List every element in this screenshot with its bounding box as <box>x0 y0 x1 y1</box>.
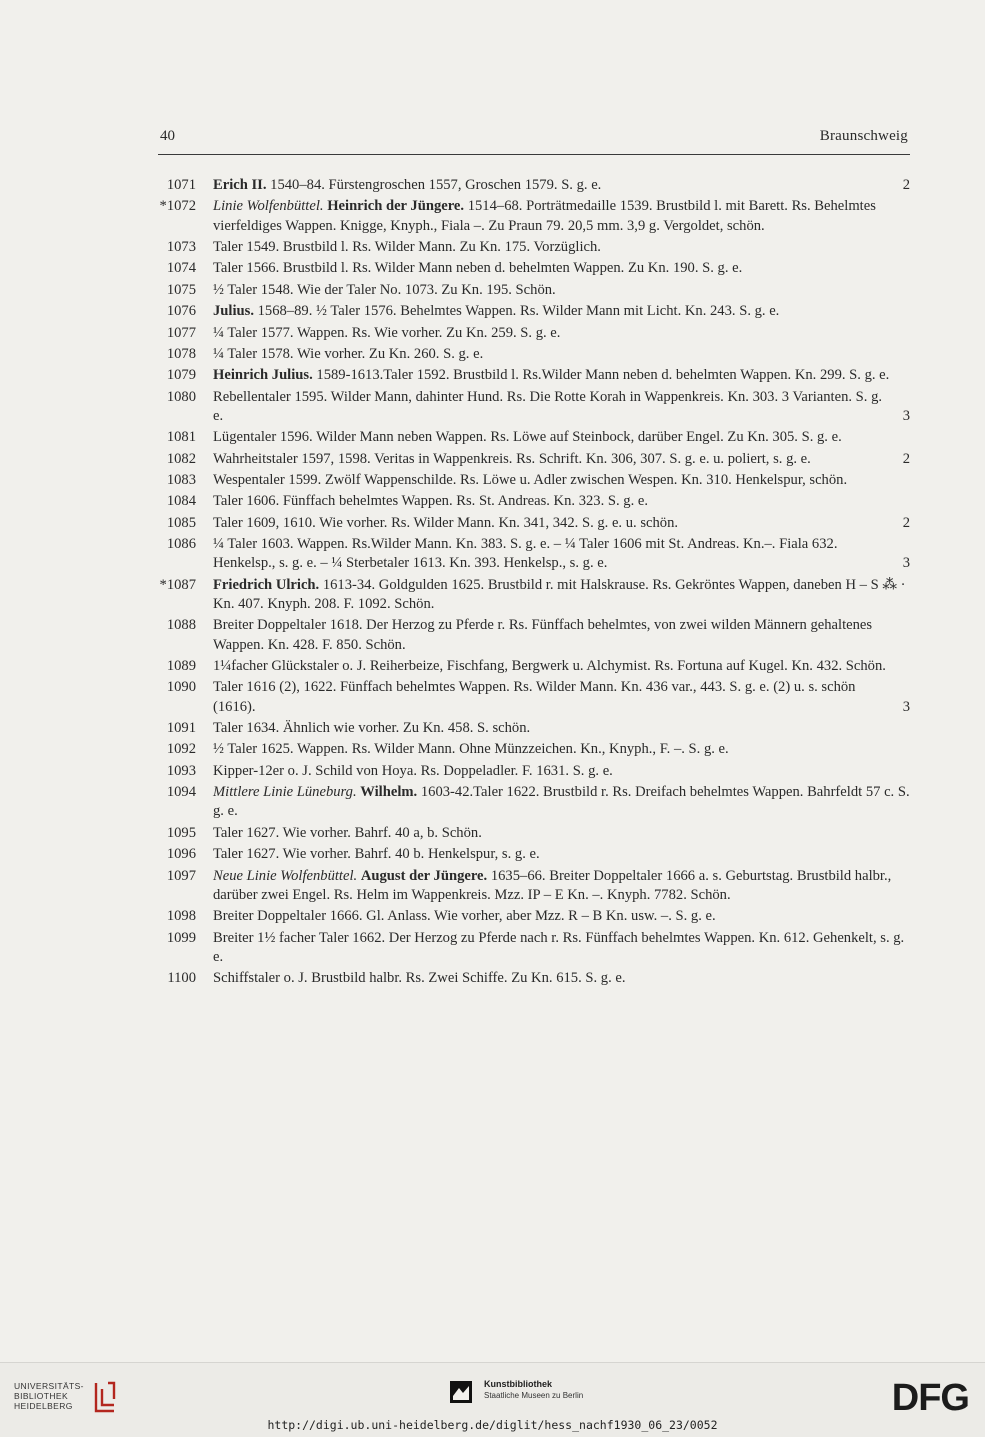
entry-number: 1076 <box>166 303 196 320</box>
catalog-entry <box>158 492 910 511</box>
entry-description <box>213 867 910 905</box>
ruler-name: Wilhelm. <box>360 784 418 801</box>
catalog-entry <box>158 345 910 364</box>
ruler-name: Heinrich der Jüngere. <box>327 198 465 215</box>
catalog-entry <box>158 281 910 300</box>
entry-text: ½ Taler 1548. Wie der Taler No. 1073. Zu Kn. 195. Schön. <box>213 281 556 298</box>
catalog-entry <box>158 535 910 573</box>
entry-number: 1090 <box>166 679 196 696</box>
ruler-name: Erich II. <box>213 177 267 193</box>
ruler-name: August der Jüngere. <box>360 867 488 884</box>
catalog-entry <box>158 907 910 926</box>
catalog-entry <box>158 450 910 469</box>
entry-description <box>213 929 910 967</box>
entry-description <box>213 969 910 988</box>
footer-bar <box>0 1362 985 1437</box>
catalog-entry <box>158 366 910 385</box>
entry-number: 1094 <box>166 784 196 801</box>
entry-description <box>213 657 910 676</box>
entry-text: Breiter 1½ facher Taler 1662. Der Herzog zu Pferde nach r. Rs. Fünffach behelmtes Wappen. Kn. 612. Gehenkelt, s. g. e. <box>213 929 905 965</box>
entry-description <box>213 740 910 759</box>
entry-description <box>213 388 910 426</box>
entry-text: 1568–89. ½ Taler 1576. Behelmtes Wappen. Rs. Wilder Mann mit Licht. Kn. 243. S. g. e. <box>253 303 780 320</box>
entry-description <box>213 719 910 738</box>
catalog-entry <box>158 969 910 988</box>
entry-text: 1635–66. Breiter Doppeltaler 1666 a. s. Geburtstag. Brustbild halbr., darüber zwei Engel. Rs. Helm im Wappenkreis. Mzz. IP – E Kn. –. Knyph. 7782. Schön. <box>213 867 892 903</box>
entry-number: 1082 <box>166 450 196 467</box>
entry-text: Breiter Doppeltaler 1666. Gl. Anlass. Wie vorher, aber Mzz. R – B Kn. usw. –. S. g. e. <box>213 908 716 925</box>
entry-description <box>213 783 910 821</box>
catalog-entry <box>158 471 910 490</box>
page-header <box>160 128 908 152</box>
entry-text: Rebellentaler 1595. Wilder Mann, dahinter Hund. Rs. Die Rotte Korah in Wappenkreis. Kn. 303. 3 Varianten. S. g. e. <box>213 388 883 424</box>
entry-text: 1540–84. Fürstengroschen 1557, Groschen 1579. S. g. e. <box>266 177 602 193</box>
entry-text: 1613-34. Goldgulden 1625. Brustbild r. mit Halskrause. Rs. Gekröntes Wappen, daneben H – S ⁂ · Kn. 407. Knyph. 208. F. 1092. Schön. <box>213 576 906 613</box>
entry-description <box>213 907 910 926</box>
kb-sub: Staatliche Museen zu Berlin <box>484 1391 584 1400</box>
entry-number: 1081 <box>166 429 196 446</box>
catalog-entry <box>158 762 910 781</box>
entry-number: 1078 <box>166 345 196 362</box>
entry-description <box>213 176 910 195</box>
catalog-entry <box>158 428 910 447</box>
entry-number: 1074 <box>166 260 196 277</box>
entry-description <box>213 678 910 716</box>
entry-description <box>213 450 910 469</box>
entry-text: 1514–68. Porträtmedaille 1539. Brustbild l. mit Barett. Rs. Behelmtes vierfeldiges Wappen. Knigge, Knyph., Fiala –. Zu Praun 79. 20,5 mm. 3,9 g. Vergoldet, schön. <box>213 198 876 234</box>
entry-description <box>213 576 910 614</box>
entry-number: *1072 <box>159 198 196 215</box>
entry-number: 1085 <box>166 514 196 531</box>
entry-text: Wespentaler 1599. Zwölf Wappenschilde. Rs. Löwe u. Adler zwischen Wespen. Kn. 310. Henkelspur, schön. <box>213 472 848 489</box>
entry-text: ½ Taler 1625. Wappen. Rs. Wilder Mann. Ohne Münzzeichen. Kn., Knyph., F. –. S. g. e. <box>213 741 729 758</box>
catalog-entry <box>158 514 910 533</box>
catalog-entry <box>158 845 910 864</box>
entry-number: 1075 <box>166 281 196 298</box>
running-title: Braunschweig <box>819 128 908 144</box>
ub-mark-icon <box>92 1379 118 1415</box>
entry-text: 1¼facher Glückstaler o. J. Reiherbeize, Fischfang, Bergwerk u. Alchymist. Rs. Fortuna auf Kugel. Kn. 432. Schön. <box>213 658 886 675</box>
catalog-entry <box>158 740 910 759</box>
entry-number: 1084 <box>166 493 196 510</box>
header-rule <box>158 154 910 155</box>
entry-number: 1077 <box>166 324 196 341</box>
entry-description <box>213 324 910 343</box>
entry-price-mark: 2 <box>902 177 910 193</box>
catalog-entry <box>158 824 910 843</box>
ub-line-1: UNIVERSITÄTS- <box>14 1381 84 1391</box>
entry-number: 1095 <box>166 824 196 841</box>
catalog-entry <box>158 616 910 654</box>
entry-number: 1086 <box>166 536 196 553</box>
ruler-name: Heinrich Julius. <box>213 367 313 384</box>
entry-number: 1099 <box>166 929 196 946</box>
catalog-entry <box>158 388 910 426</box>
entry-text: 1603-42.Taler 1622. Brustbild r. Rs. Dreifach behelmtes Wappen. Bahrfeldt 57 c. S. g. e. <box>213 784 910 820</box>
catalog-entry <box>158 576 910 614</box>
catalog-entry <box>158 324 910 343</box>
entry-description <box>213 259 910 278</box>
entry-price-mark: 3 <box>902 555 910 572</box>
entry-number: 1080 <box>166 388 196 405</box>
catalog-entry <box>158 176 910 195</box>
catalog-entry <box>158 197 910 235</box>
kb-name: Kunstbibliothek <box>484 1379 552 1389</box>
line-name: Linie Wolfenbüttel. <box>213 198 324 215</box>
ruler-name: Julius. <box>213 303 254 320</box>
catalog-entry <box>158 783 910 821</box>
entry-number: 1100 <box>167 970 196 987</box>
entry-text: Lügentaler 1596. Wilder Mann neben Wappen. Rs. Löwe auf Steinbock, darüber Engel. Zu Kn. 305. S. g. e. <box>213 429 842 446</box>
entry-description <box>213 514 910 533</box>
entry-text: Wahrheitstaler 1597, 1598. Veritas in Wappenkreis. Rs. Schrift. Kn. 306, 307. S. g. e. u. poliert, s. g. e. <box>213 450 811 467</box>
entry-text: 1589-1613.Taler 1592. Brustbild l. Rs.Wilder Mann neben d. behelmten Wappen. Kn. 299. S. g. e. <box>312 367 890 384</box>
dfg-logo[interactable]: DFG <box>891 1377 969 1419</box>
entry-description <box>213 762 910 781</box>
entry-text: ¼ Taler 1577. Wappen. Rs. Wie vorher. Zu Kn. 259. S. g. e. <box>213 324 561 341</box>
entry-number: 1073 <box>166 238 196 255</box>
entry-text: Taler 1609, 1610. Wie vorher. Rs. Wilder Mann. Kn. 341, 342. S. g. e. u. schön. <box>213 514 679 531</box>
entry-number: 1091 <box>166 720 196 737</box>
ub-heidelberg-logo[interactable] <box>14 1381 124 1415</box>
catalog-entry <box>158 867 910 905</box>
entry-number: *1087 <box>159 576 196 593</box>
catalog-entry <box>158 259 910 278</box>
entry-number: 1083 <box>166 472 196 489</box>
entry-description <box>213 238 910 257</box>
ub-line-3: HEIDELBERG <box>14 1401 73 1411</box>
entry-text: Taler 1616 (2), 1622. Fünffach behelmtes Wappen. Rs. Wilder Mann. Kn. 436 var., 443. S. g. e. (2) u. s. schön (1616). <box>213 679 856 715</box>
catalog-entry <box>158 678 910 716</box>
entry-description <box>213 845 910 864</box>
entry-price-mark: 2 <box>902 450 910 467</box>
entry-description <box>213 616 910 654</box>
entry-number: 1097 <box>166 867 196 884</box>
entry-text: Schiffstaler o. J. Brustbild halbr. Rs. Zwei Schiffe. Zu Kn. 615. S. g. e. <box>213 970 626 987</box>
entry-text: Taler 1566. Brustbild l. Rs. Wilder Mann neben d. behelmten Wappen. Zu Kn. 190. S. g. e. <box>213 260 743 277</box>
entry-text: Taler 1606. Fünffach behelmtes Wappen. Rs. St. Andreas. Kn. 323. S. g. e. <box>213 493 649 510</box>
entry-description <box>213 824 910 843</box>
source-url[interactable]: http://digi.ub.uni-heidelberg.de/diglit/hess_nachf1930_06_23/0052 <box>267 1418 718 1432</box>
entry-text: Taler 1634. Ähnlich wie vorher. Zu Kn. 458. S. schön. <box>213 720 531 737</box>
catalog-entry <box>158 719 910 738</box>
entry-description <box>213 345 910 364</box>
entry-text: Taler 1549. Brustbild l. Rs. Wilder Mann. Zu Kn. 175. Vorzüglich. <box>213 238 601 255</box>
ub-line-2: BIBLIOTHEK <box>14 1391 69 1401</box>
catalog-entry <box>158 302 910 321</box>
kunstbibliothek-logo[interactable] <box>450 1379 590 1409</box>
entry-text: ¼ Taler 1603. Wappen. Rs.Wilder Mann. Kn. 383. S. g. e. – ¼ Taler 1606 mit St. Andreas. Kn.–. Fiala 632. Henkelsp., s. g. e. – ¼ Sterbetaler 1613. Kn. 393. Henkelsp., s. g. e. <box>213 536 838 572</box>
entry-number: 1093 <box>166 762 196 779</box>
entry-number: 1088 <box>166 617 196 634</box>
catalog-entry <box>158 238 910 257</box>
entry-price-mark: 2 <box>902 514 910 531</box>
entry-description <box>213 302 910 321</box>
kunstbibliothek-icon <box>450 1381 472 1403</box>
entry-description <box>213 197 910 235</box>
entry-number: 1098 <box>166 908 196 925</box>
entry-number: 1079 <box>166 367 196 384</box>
entry-description <box>213 471 910 490</box>
entry-text: Taler 1627. Wie vorher. Bahrf. 40 a, b. Schön. <box>213 824 482 841</box>
entry-description <box>213 366 910 385</box>
entry-number: 1089 <box>166 658 196 675</box>
entry-list <box>158 176 910 991</box>
line-name: Neue Linie Wolfenbüttel. <box>213 867 358 884</box>
entry-number: 1096 <box>166 846 196 863</box>
page-number: 40 <box>160 128 175 144</box>
entry-description <box>213 492 910 511</box>
line-name: Mittlere Linie Lüneburg. <box>213 784 357 801</box>
ruler-name: Friedrich Ulrich. <box>213 576 320 593</box>
entry-description <box>213 428 910 447</box>
catalog-entry <box>158 657 910 676</box>
entry-text: Breiter Doppeltaler 1618. Der Herzog zu Pferde r. Rs. Fünffach behelmtes, von zwei wilden Männern gehaltenes Wappen. Kn. 428. F. 850. Schön. <box>213 617 873 653</box>
catalog-entry <box>158 929 910 967</box>
entry-price-mark: 3 <box>902 698 910 715</box>
entry-text: Taler 1627. Wie vorher. Bahrf. 40 b. Henkelspur, s. g. e. <box>213 846 540 863</box>
entry-number: 1092 <box>166 741 196 758</box>
entry-number: 1071 <box>166 177 196 193</box>
entry-description <box>213 281 910 300</box>
entry-description <box>213 535 910 573</box>
entry-text: Kipper-12er o. J. Schild von Hoya. Rs. Doppeladler. F. 1631. S. g. e. <box>213 762 613 779</box>
entry-text: ¼ Taler 1578. Wie vorher. Zu Kn. 260. S. g. e. <box>213 345 484 362</box>
entry-price-mark: 3 <box>902 407 910 424</box>
